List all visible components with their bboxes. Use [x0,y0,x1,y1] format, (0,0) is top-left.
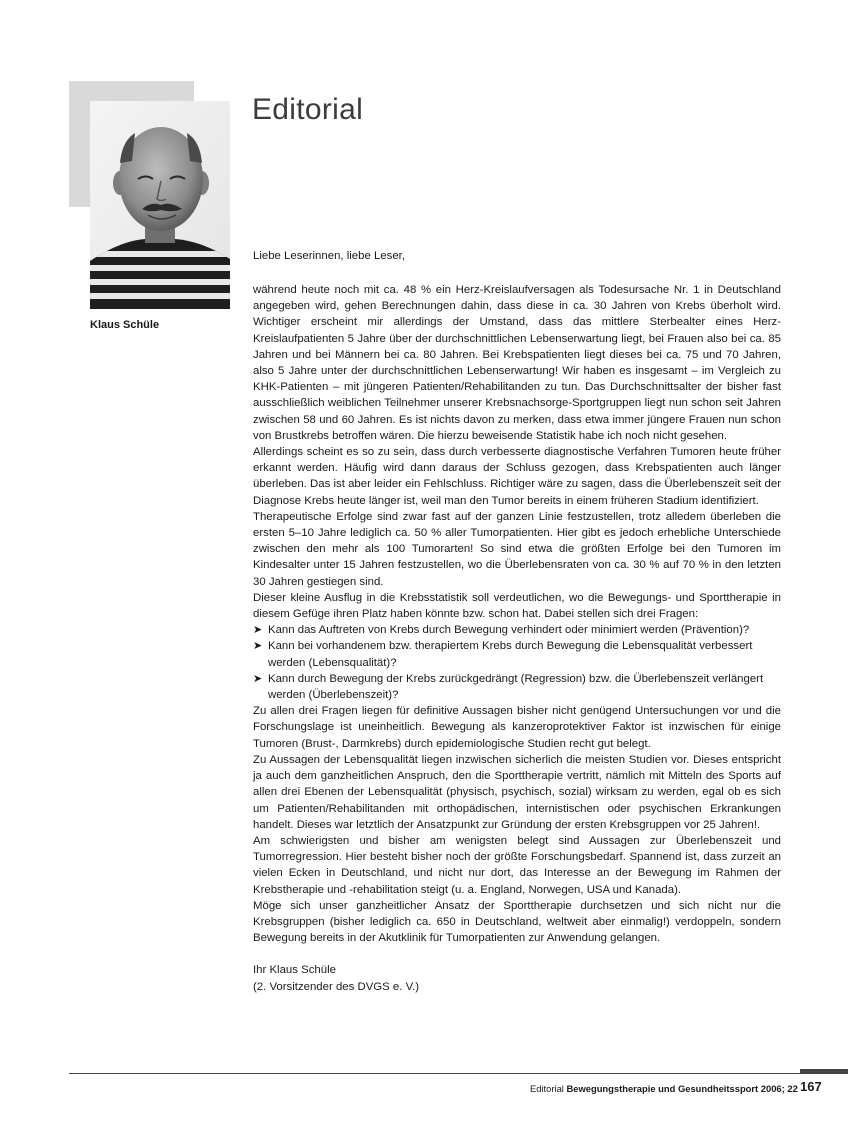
footer-section: Editorial [530,1083,564,1094]
closing: Ihr Klaus Schüle [253,964,336,977]
letter-body [253,282,781,995]
footer-citation [530,1083,798,1094]
paragraph: während heute noch mit ca. 48 % ein Herz-Kreislaufversagen als Todesursache Nr. 1 in Deutschland angegeben wird, gehen Berechnungen dahin, dass diese in ca. 30 Jahren von Krebs überholt wird. Wichtiger erscheint mir allerdings der Umstand, dass das mittlere Sterbealter eines Herz-Kreislaufpatienten 5 Jahre über der durchschnittlichen Lebenserwartung liegt, bei Frauen also bei ca. 85 Jahren und bei Männern bei ca. 80 Jahren. Bei Krebspatienten liegt dieses bei ca. 75 und 70 Jahren, also 5 Jahre unter der durchschnittlichen Lebenserwartung! Wir haben es insgesamt – im Vergleich zu KHK-Patienten – mit jüngeren Patienten/Rehabilitanden zu tun. Das Durchschnittsalter der bisher fast ausschließlich weiblichen Teilnehmer unserer Krebsnachsorge-Sportgruppen liegt nun schon seit Jahren zwischen 58 und 60 Jahren. Es ist nichts davon zu merken, dass etwa immer jüngere Frauen nun schon von Brustkrebs betroffen wären. Die hierzu beweisende Statistik habe ich noch nicht gesehen. [253,284,781,442]
photo-caption: Klaus Schüle [90,319,160,331]
paragraph: Möge sich unser ganzheitlicher Ansatz der Sporttherapie durchsetzen und sich nicht nur die Krebsgruppen (bisher lediglich ca. 650 in Deutschland, weltweit aber einmalig!) verdoppeln, sondern Bewegung bereits in der Akutklinik für Tumorpatienten zur Anwendung gelangen. [253,899,781,945]
question-text: Kann durch Bewegung der Krebs zurückgedrängt (Regression) bzw. die Überlebenszeit verlängert werden (Überlebenszeit)? [268,672,764,702]
paragraph: Therapeutische Erfolge sind zwar fast auf der ganzen Linie festzustellen, trotz alledem überleben die ersten 5–10 Jahre lediglich ca. 50 % aller Tumorpatienten. Hier gibt es jedoch erhebliche Unterschiede zwischen den mehr als 100 Tumorarten! So sind etwa die größten Erfolge bei den Tumoren im Kindesalter unter 15 Jahren festzustellen, wo die Überlebensraten von ca. 30 % auf 70 % in den letzten 30 Jahren gestiegen sind. [253,510,781,588]
salutation: Liebe Leserinnen, liebe Leser, [253,250,405,262]
paragraph: Zu allen drei Fragen liegen für definitive Aussagen bisher nicht genügend Untersuchungen vor und die Forschungslage ist uneinheitlich. Bewegung als kanzeroprotektiver Faktor ist inzwischen für einige Tumoren (Brust-, Darmkrebs) durch epidemiologische Studien recht gut belegt. [253,705,781,750]
footer-journal: Bewegungstherapie und Gesundheitssport 2006; 22 [566,1083,798,1094]
question-text: Kann bei vorhandenem bzw. therapiertem Krebs durch Bewegung die Lebensqualität verbessert werden (Lebensqualität)? [268,640,753,669]
paragraph: Am schwierigsten und bisher am wenigsten belegt sind Aussagen zur Überlebenszeit und Tumorregression. Hier besteht bisher noch der größte Forschungsbedarf. Spannend ist, dass zurzeit an vielen Ecken in Deutschland, und nicht nur dort, das Interesse an der Bewegung im Rahmen der Krebstherapie und -rehabilitation steigt (u. a. England, Norwegen, USA und Kanada). [253,834,781,896]
footer-rule [69,1073,800,1074]
author-photo [90,101,230,309]
footer-accent-bar [800,1069,848,1074]
spacer [253,946,781,962]
paragraph: Dieser kleine Ausflug in die Krebsstatistik soll verdeutlichen, wo die Bewegungs- und Sporttherapie in diesem Gefüge ihren Platz haben könnte bzw. schon hat. Dabei stellen sich drei Fragen: [253,591,781,621]
question-item [253,622,781,638]
arrow-bullet-icon: ➤ [253,672,263,685]
arrow-bullet-icon: ➤ [253,624,263,637]
arrow-bullet-icon: ➤ [253,640,263,653]
page-number: 167 [800,1079,822,1094]
paragraph: Allerdings scheint es so zu sein, dass durch verbesserte diagnostische Verfahren Tumoren heute früher erkannt werden. Häufig wird dann daraus der Schluss gezogen, dass Krebspatienten auch länger überleben. Das ist aber leider ein Fehlschluss. Richtiger wäre zu sagen, dass die Überlebenszeit seit der Diagnose Krebs heute länger ist, weil man den Tumor bereits in einem früheren Stadium identifiziert. [253,446,781,507]
question-item [253,671,781,703]
page-title: Editorial [252,93,364,126]
paragraph: Zu Aussagen der Lebensqualität liegen inzwischen sicherlich die meisten Studien vor. Dieses entspricht ja auch dem ganzheitlichen Anspruch, den die Sporttherapie vertritt, nämlich mit Mitteln des Sports auf allen drei Ebenen der Lebensqualität (physisch, psychisch, sozial) wirksam zu werden, egal ob es sich um Patienten/Rehabilitanden mit orthopädischen, internistischen oder psychischen Erkrankungen handelt. Dieses war letztlich der Ansatzpunkt zur Gründung der ersten Krebsgruppen vor 25 Jahren!. [253,753,781,831]
signature-role: (2. Vorsitzender des DVGS e. V.) [253,980,420,993]
question-item [253,638,781,670]
question-text: Kann das Auftreten von Krebs durch Bewegung verhindert oder minimiert werden (Prävention)? [268,624,750,637]
